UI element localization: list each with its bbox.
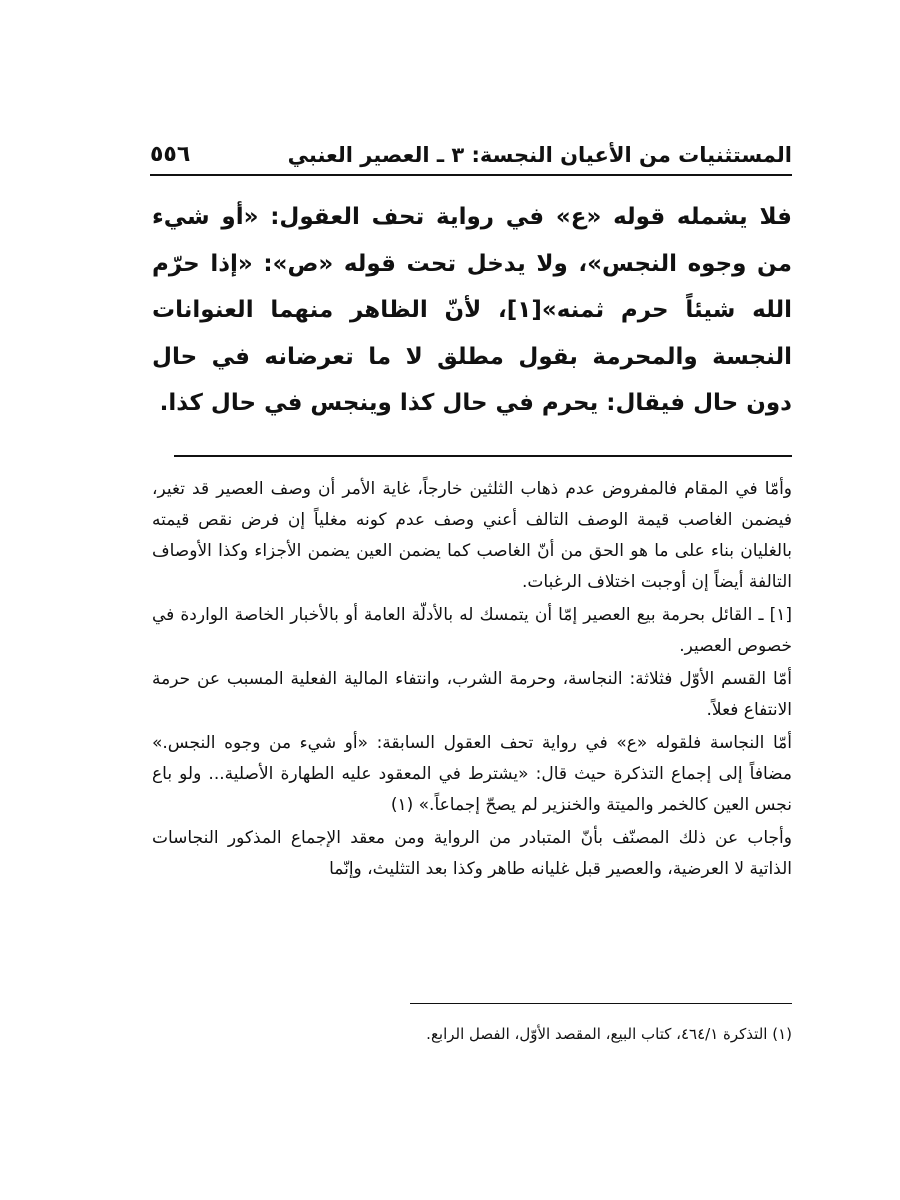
commentary-paragraph-5: وأجاب عن ذلك المصنّف بأنّ المتبادر من الرواية ومن معقد الإجماع المذكور النجاسات الذاتية لا العرضية، والعصير قبل غليانه طاهر وكذا بعد التثليث، وإنّما: [152, 828, 792, 879]
main-paragraph: فلا يشمله قوله «ع» في رواية تحف العقول: «أو شيء من وجوه النجس»، ولا يدخل تحت قوله «ص»: «إذا حرّم الله شيئاً حرم ثمنه»[١]، لأنّ الظاهر منهما العنوانات النجسة والمحرمة بقول مطلق لا ما تعرضانه في حال دون حال فيقال: يحرم في حال كذا وينجس في حال كذا.: [152, 204, 792, 416]
commentary-paragraph-2: [١] ـ القائل بحرمة بيع العصير إمّا أن يتمسك له بالأدلّة العامة أو بالأخبار الخاصة الواردة في خصوص العصير.: [152, 605, 792, 656]
commentary-paragraph-1: وأمّا في المقام فالمفروض عدم ذهاب الثلثين خارجاً، غاية الأمر أن وصف العصير قد تغير، فيضمن الغاصب قيمة الوصف التالف أعني وصف عدم كونه مغلياً إن فرض نقص قيمته بالغليان بناء على ما هو الحق من أنّ الغاصب كما يضمن العين يضمن الأجزاء وكذا الأوصاف التالفة أيضاً إن أوجبت اختلاف الرغبات.: [152, 479, 792, 592]
commentary-block: [152, 474, 792, 887]
footnote-rule: [410, 1003, 792, 1004]
page-number: ٥٥٦: [150, 142, 191, 167]
running-title: المستثنيات من الأعيان النجسة: ٣ ـ العصير العنبي: [287, 143, 792, 167]
commentary-paragraph-4: أمّا النجاسة فلقوله «ع» في رواية تحف العقول السابقة: «أو شيء من وجوه النجس.» مضافاً إلى إجماع التذكرة حيث قال: «يشترط في المعقود عليه الطهارة الأصلية... ولو باع نجس العين كالخمر والميتة والخنزير لم يصحّ إجماعاً.» (١): [152, 733, 792, 815]
footnote-1: (١) التذكرة ٤٦٤/١، كتاب البيع، المقصد الأوّل، الفصل الرابع.: [426, 1025, 792, 1043]
header-rule: [150, 174, 792, 176]
section-separator-rule: [174, 455, 792, 457]
commentary-paragraph-3: أمّا القسم الأوّل فثلاثة: النجاسة، وحرمة الشرب، وانتفاء المالية الفعلية المسبب عن حرمة الانتفاع فعلاً.: [152, 669, 792, 720]
page-header: [150, 140, 792, 180]
main-text-block: [152, 194, 792, 427]
